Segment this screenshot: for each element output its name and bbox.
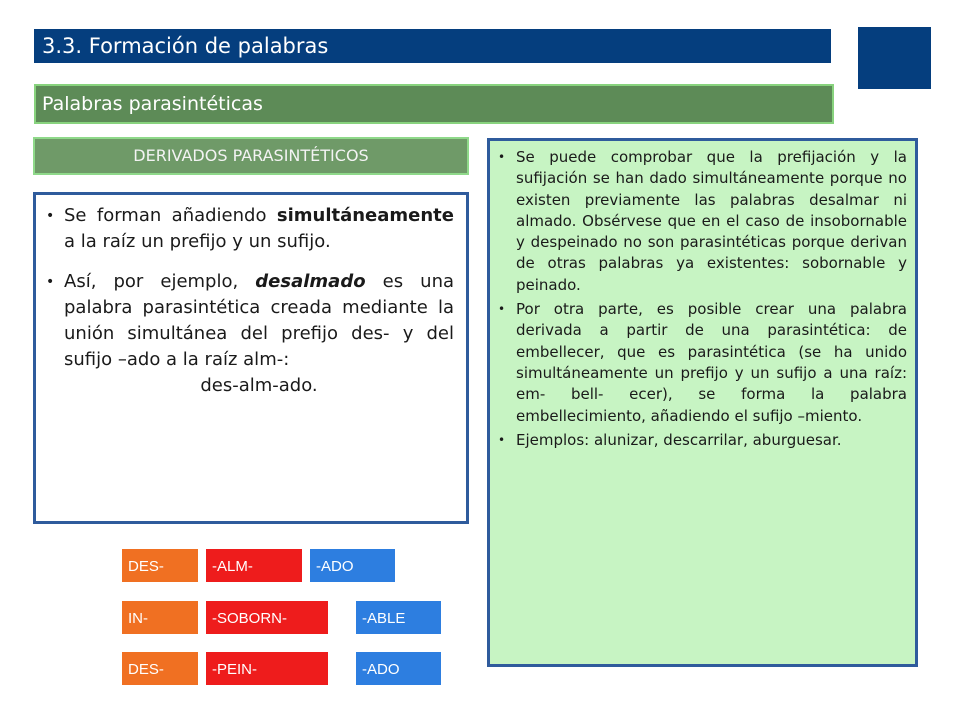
root-chip: -ALM- — [205, 548, 303, 583]
root-chip: -SOBORN- — [205, 600, 329, 635]
prefix-chip: DES- — [121, 651, 199, 686]
suffix-chip: -ADO — [355, 651, 442, 686]
example-bullet — [44, 269, 454, 373]
prefix-chip: DES- — [121, 548, 199, 583]
explanation-bullet: • Por otra parte, es posible crear una palabra derivada a partir de una parasintética: de embellecer, que es parasintética (se ha unido simultáneamente un prefijo y un sufijo a una raíz: em- bell- ecer), se forma la palabra embellecimiento, añadiendo el sufijo –miento. — [496, 299, 907, 427]
bullet1-bold: simultáneamente — [276, 205, 454, 226]
corner-decoration — [858, 27, 931, 89]
bullet1-text-end: a la raíz un prefijo y un sufijo. — [64, 231, 331, 252]
bullet1-text: Se forman añadiendo — [64, 205, 277, 226]
example-word: des-alm-ado. — [200, 375, 318, 396]
bullet2-bold-italic: desalmado — [255, 271, 366, 292]
prefix-chip: IN- — [121, 600, 199, 635]
subtitle: Palabras parasintéticas — [34, 84, 834, 124]
explanation-bullet: • Se puede comprobar que la prefijación y la sufijación se han dado simultáneamente porque no existen previamente las palabras desalmar ni almado. Obsérvese que en el caso de insobornable y despeinado no son parasintéticas porque derivan de otras palabras ya existentes: sobornable y peinado. — [496, 147, 907, 296]
root-chip: -PEIN- — [205, 651, 329, 686]
bullet2-text-end: es una palabra parasintética creada mediante la unión simultánea del prefijo des- y del sufijo –ado a la raíz alm-: — [64, 271, 455, 370]
section-label: DERIVADOS PARASINTÉTICOS — [33, 137, 469, 175]
page-title: 3.3. Formación de palabras — [34, 29, 831, 63]
suffix-chip: -ADO — [309, 548, 396, 583]
definition-bullet — [44, 203, 454, 255]
explanation-box — [487, 138, 918, 667]
suffix-chip: -ABLE — [355, 600, 442, 635]
bullet2-text: Así, por ejemplo, — [64, 271, 256, 292]
examples-bullet: • Ejemplos: alunizar, descarrilar, aburguesar. — [496, 430, 907, 451]
definition-box — [33, 192, 469, 524]
